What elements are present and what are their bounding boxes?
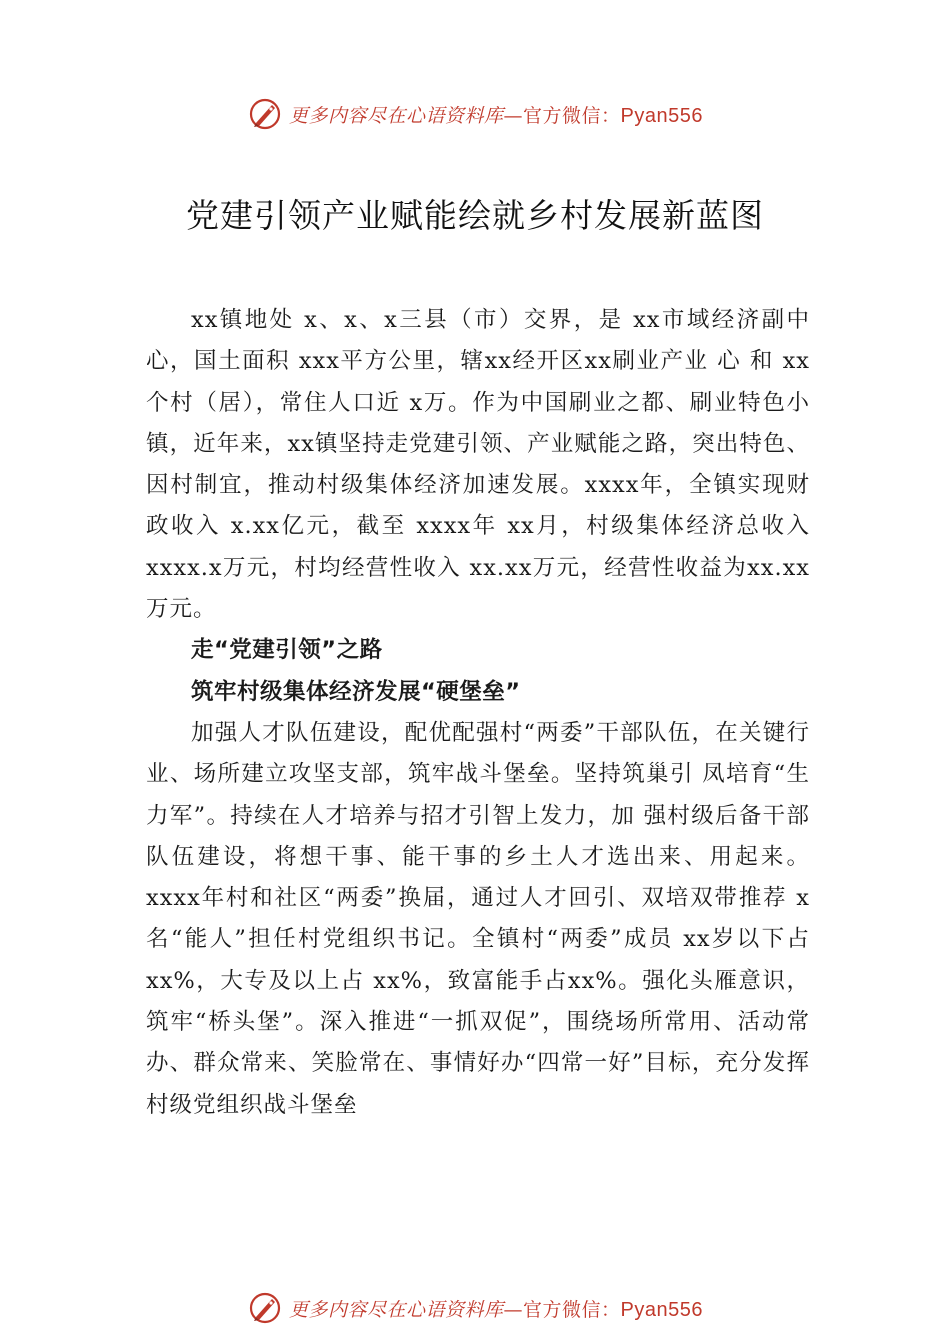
section-heading: 走“党建引领”之路 [191, 637, 383, 664]
document-title: 党建引领产业赋能绘就乡村发展新蓝图 [186, 196, 764, 235]
footer-watermark-sep: —官方微信： [503, 1298, 621, 1321]
footer-watermark-banner [0, 1288, 950, 1328]
header-watermark-text [289, 101, 703, 128]
footer-watermark-id: Pyan556 [620, 1298, 703, 1321]
header-watermark-id: Pyan556 [620, 104, 703, 127]
header-watermark-main: 更多内容尽在心语资料库 [289, 104, 504, 127]
header-watermark-banner [0, 94, 950, 134]
footer-watermark-main: 更多内容尽在心语资料库 [289, 1298, 504, 1321]
pen-nib-circle-logo-icon [247, 1290, 283, 1326]
paragraph-talent: 加强人才队伍建设，配优配强村“两委”干部队伍，在关键行业、场所建立攻坚支部，筑牢战斗堡垒。坚持筑巢引 凤培育“生力军”。持续在人才培养与招才引智上发力，加 强村级后备干部队伍建设，将想干事、能干事的乡土人才选出来、用起来。xxxx年村和社区“两委”换届，通过人才回引、双培双带推荐 x名“能人”担任村党组织书记。全镇村“两委”成员 xx岁以下占 xx%，大专及以上占 xx%，致富能手占xx%。强化头雁意识，筑牢“桥头堡”。深入推进“一抓双促”，围绕场所常用、活动常办、群众常来、笑脸常在、事情好办“四常一好”目标，充分发挥村级党组织战斗堡垒 [146, 719, 810, 1118]
section-subheading: 筑牢村级集体经济发展“硬堡垒” [191, 678, 521, 705]
paragraph-intro: xx镇地处 x、x、x三县（市）交界，是 xx市域经济副中心，国土面积 xxx平方公里，辖xx经开区xx刷业产业 ⼼ 和 xx个村（居），常住人口近 x万。作为中国刷业之都、刷业特色小镇，近年来，xx镇坚持走党建引领、产业赋能之路，突出特色、因村制宜，推动村级集体经济加速发展。xxxx年，全镇实现财政收入 x.xx亿元，截至 xxxx年 xx月，村级集体经济总收入xxxx.x万元，村均经营性收入 xx.xx万元，经营性收益为xx.xx万元。 [146, 307, 810, 623]
pen-nib-circle-logo-icon [247, 96, 283, 132]
document-body [146, 300, 810, 1126]
header-watermark-sep: —官方微信： [503, 104, 621, 127]
footer-watermark-text [289, 1295, 703, 1322]
